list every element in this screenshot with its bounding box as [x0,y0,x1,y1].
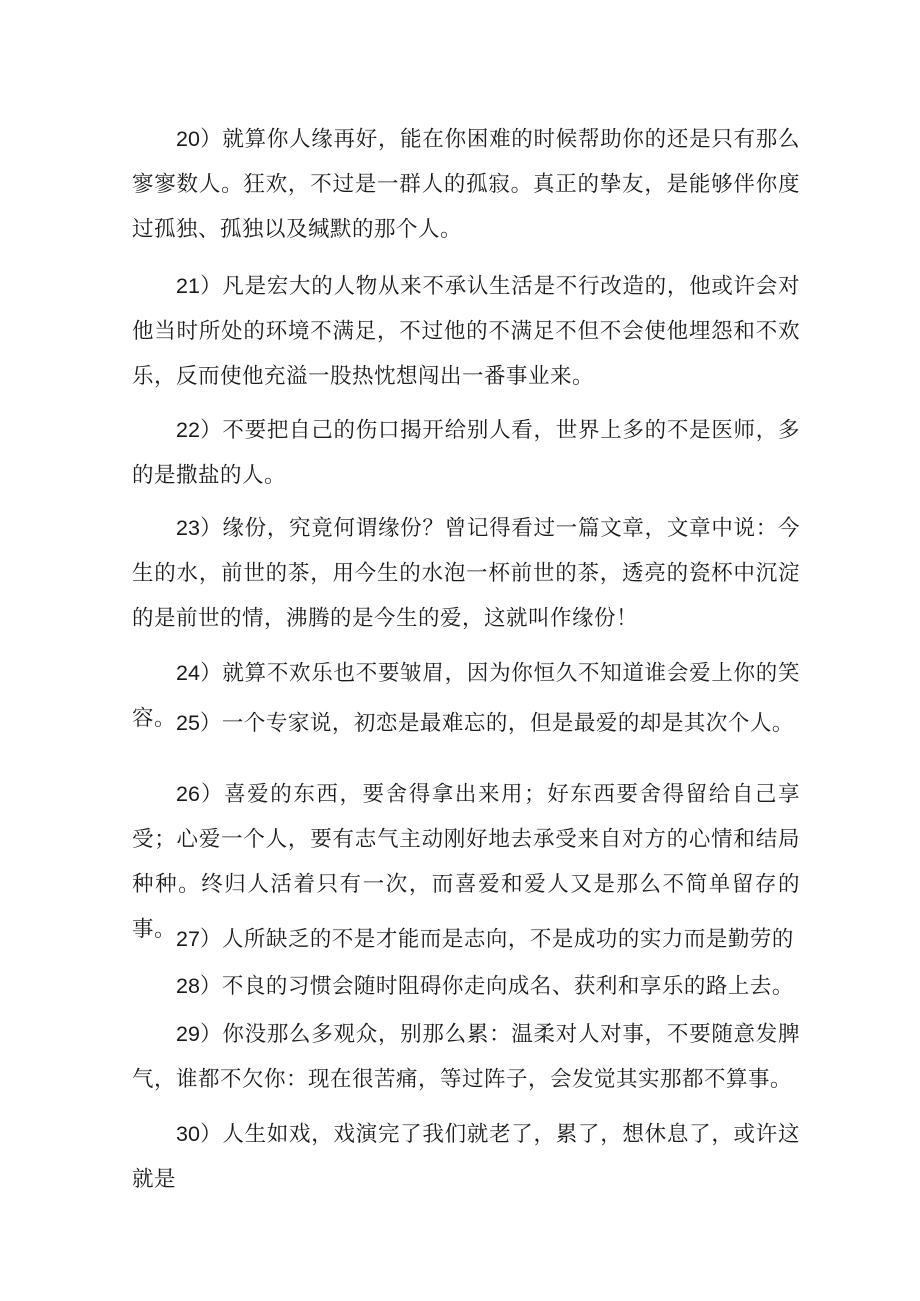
paragraph-28 [132,964,800,1009]
paragraph-text: ）缘份，究竟何谓缘份？曾记得看过一篇文章，文章中说：今生的水，前世的茶，用今生的水泡一杯前世的茶，透亮的瓷杯中沉淀的是前世的情，沸腾的是今生的爱，这就叫作缘份！ [132,516,800,631]
paragraph-number: 29 [176,1022,200,1046]
paragraph-number: 28 [176,974,200,998]
paragraph-number: 21 [176,274,200,298]
paragraph-22 [132,408,800,498]
paragraph-text: ）喜爱的东西，要舍得拿出来用；好东西要舍得留给自己享受；心爱一个人，要有志气主动刚好地去承受来自对方的心情和结局种种。终归人活着只有一次，而喜爱和爱人又是那么不简单留存的事。 [132,782,800,942]
paragraph-text: ）人生如戏，戏演完了我们就老了，累了，想休息了，或许这就是 [132,1122,800,1192]
paragraph-number: 23 [176,516,200,540]
paragraph-text: ）人所缺乏的不是才能而是志向，不是成功的实力而是勤劳的 [199,927,794,952]
paragraph-23 [132,506,800,641]
paragraph-text: ）不良的习惯会随时阻碍你走向成名、获利和享乐的路上去。 [199,974,794,999]
paragraph-30 [132,1112,800,1202]
paragraph-25 [132,701,800,746]
paragraph-number: 20 [176,127,200,151]
paragraph-number: 26 [176,782,200,806]
paragraph-text: ）就算不欢乐也不要皱眉，因为你恒久不知道谁会爱上你的笑容。 [132,661,800,731]
paragraph-number: 27 [176,927,200,951]
paragraph-29 [132,1012,800,1102]
paragraph-text: ）不要把自己的伤口揭开给别人看，世界上多的不是医师，多的是撒盐的人。 [132,418,800,488]
paragraph-number: 24 [176,661,200,685]
paragraph-number: 25 [176,711,200,735]
paragraph-text: ）你没那么多观众，别那么累：温柔对人对事，不要随意发脾气，谁都不欠你：现在很苦痛，等过阵子，会发觉其实那都不算事。 [132,1022,800,1092]
paragraph-number: 30 [176,1122,200,1146]
paragraph-number: 22 [176,418,200,442]
paragraph-20 [132,117,800,252]
paragraph-text: ）就算你人缘再好，能在你困难的时候帮助你的还是只有那么寥寥数人。狂欢，不过是一群人的孤寂。真正的挚友，是能够伴你度过孤独、孤独以及缄默的那个人。 [132,127,800,242]
paragraph-21 [132,264,800,399]
paragraph-text: ）一个专家说，初恋是最难忘的，但是最爱的却是其次个人。 [199,711,794,736]
paragraph-27 [132,917,800,962]
paragraph-text: ）凡是宏大的人物从来不承认生活是不行改造的，他或许会对他当时所处的环境不满足，不过他的不满足不但不会使他埋怨和不欢乐，反而使他充溢一股热忱想闯出一番事业来。 [132,274,800,389]
